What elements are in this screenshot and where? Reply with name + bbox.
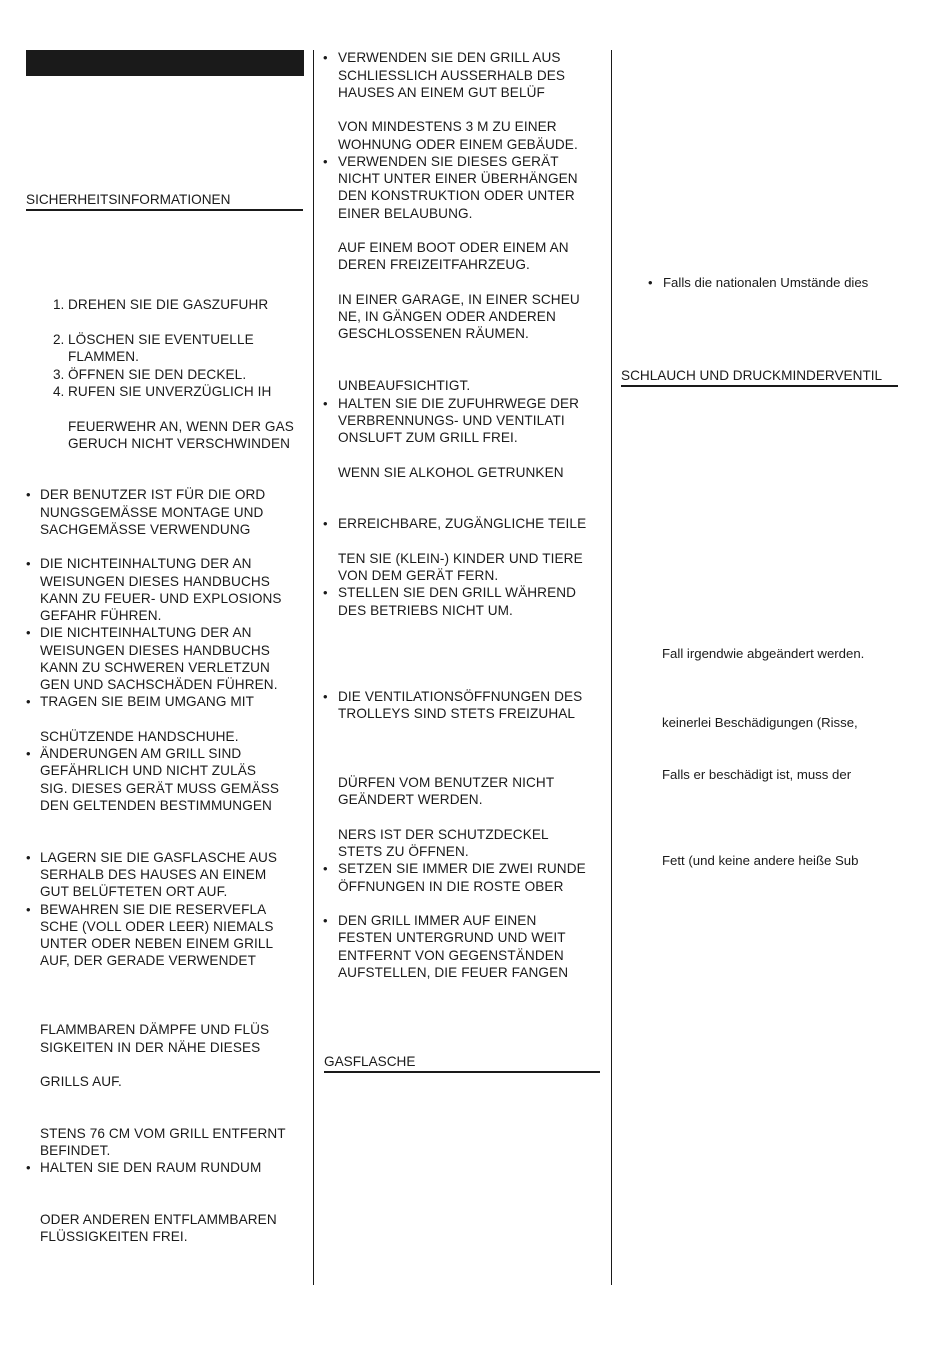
body-text-line: Fall irgendwie abgeändert werden. — [662, 646, 865, 661]
bullet-text: WENN SIE ALKOHOL GETRUNKEN — [338, 465, 564, 480]
bullet-text: AUF, DER GERADE VERWENDET — [40, 953, 257, 968]
bullet-text: DEN KONSTRUKTION ODER UNTER — [338, 188, 575, 203]
step-text: FEUERWEHR AN, WENN DER GAS — [68, 419, 294, 434]
bullet-text: TROLLEYS SIND STETS FREIZUHAL — [338, 706, 576, 721]
bullet-dot: • — [323, 154, 328, 169]
bullet-text: SIGKEITEN IN DER NÄHE DIESES — [40, 1040, 261, 1055]
bullet-text: AUF EINEM BOOT ODER EINEM AN — [338, 240, 569, 255]
body-text-line: keinerlei Beschädigungen (Risse, — [662, 715, 858, 730]
bullet-text: KANN ZU FEUER- UND EXPLOSIONS — [40, 591, 282, 606]
bullet-text: SCHE (VOLL ODER LEER) NIEMALS — [40, 919, 274, 934]
step-text: GERUCH NICHT VERSCHWINDEN — [68, 436, 291, 451]
header-black-bar — [26, 50, 304, 76]
bullet-dot: • — [26, 746, 31, 761]
bullet-text: NERS IST DER SCHUTZDECKEL — [338, 827, 549, 842]
bullet-dot: • — [26, 694, 31, 709]
bullet-text: VERWENDEN SIE DIESES GERÄT — [338, 154, 559, 169]
bullet-text: SETZEN SIE IMMER DIE ZWEI RUNDE — [338, 861, 586, 876]
bullet-text: UNBEAUFSICHTIGT. — [338, 378, 471, 393]
bullet-text: BEFINDET. — [40, 1143, 111, 1158]
bullet-text: STENS 76 CM VOM GRILL ENTFERNT — [40, 1126, 286, 1141]
bullet-text: VERBRENNUNGS- UND VENTILATI — [338, 413, 565, 428]
bullet-text: DÜRFEN VOM BENUTZER NICHT — [338, 775, 555, 790]
step-text: LÖSCHEN SIE EVENTUELLE — [68, 332, 254, 347]
bullet-text: FLAMMBAREN DÄMPFE UND FLÜS — [40, 1022, 270, 1037]
bullet-text: IN EINER GARAGE, IN EINER SCHEU — [338, 292, 580, 307]
column-2 — [310, 0, 610, 1300]
bullet-dot: • — [648, 275, 653, 290]
bullet-text: FESTEN UNTERGRUND UND WEIT — [338, 930, 566, 945]
step-text: DREHEN SIE DIE GASZUFUHR — [68, 297, 269, 312]
bullet-text: ENTFERNT VON GEGENSTÄNDEN — [338, 948, 564, 963]
bullet-text: NE, IN GÄNGEN ODER ANDEREN — [338, 309, 556, 324]
bullet-dot: • — [26, 1160, 31, 1175]
body-text-line: Fett (und keine andere heiße Sub — [662, 853, 859, 868]
bullet-text: SACHGEMÄSSE VERWENDUNG — [40, 522, 251, 537]
step-number: 1. — [53, 297, 65, 312]
bullet-text: NICHT UNTER EINER ÜBERHÄNGEN — [338, 171, 578, 186]
bullet-text: GRILLS AUF. — [40, 1074, 122, 1089]
bullet-text: SERHALB DES HAUSES AN EINEM — [40, 867, 267, 882]
section-heading-safety: SICHERHEITSINFORMATIONEN — [26, 191, 303, 211]
step-number: 4. — [53, 384, 65, 399]
bullet-text: GEN UND SACHSCHÄDEN FÜHREN. — [40, 677, 278, 692]
bullet-text: AUFSTELLEN, DIE FEUER FANGEN — [338, 965, 569, 980]
step-text: ÖFFNEN SIE DEN DECKEL. — [68, 367, 247, 382]
bullet-text: GEÄNDERT WERDEN. — [338, 792, 483, 807]
bullet-dot: • — [26, 850, 31, 865]
bullet-text: GEFÄHRLICH UND NICHT ZULÄS — [40, 763, 257, 778]
bullet-text: HALTEN SIE DIE ZUFUHRWEGE DER — [338, 396, 580, 411]
bullet-text: ÄNDERUNGEN AM GRILL SIND — [40, 746, 242, 761]
section-heading-gas-bottle: GASFLASCHE — [324, 1053, 600, 1073]
bullet-text: DEN GRILL IMMER AUF EINEN — [338, 913, 537, 928]
bullet-text: GEFAHR FÜHREN. — [40, 608, 162, 623]
bullet-text: TRAGEN SIE BEIM UMGANG MIT — [40, 694, 255, 709]
bullet-text: DIE VENTILATIONSÖFFNUNGEN DES — [338, 689, 583, 704]
bullet-text: WEISUNGEN DIESES HANDBUCHS — [40, 574, 270, 589]
bullet-dot: • — [26, 487, 31, 502]
bullet-text: BEWAHREN SIE DIE RESERVEFLA — [40, 902, 267, 917]
bullet-text: VON MINDESTENS 3 M ZU EINER — [338, 119, 557, 134]
bullet-dot: • — [323, 396, 328, 411]
bullet-text: VON DEM GERÄT FERN. — [338, 568, 499, 583]
bullet-text: DEREN FREIZEITFAHRZEUG. — [338, 257, 530, 272]
bullet-text: NUNGSGEMÄSSE MONTAGE UND — [40, 505, 264, 520]
bullet-dot: • — [26, 902, 31, 917]
bullet-text: GUT BELÜFTETEN ORT AUF. — [40, 884, 228, 899]
bullet-text: HAUSES AN EINEM GUT BELÜF — [338, 85, 545, 100]
bullet-text: ONSLUFT ZUM GRILL FREI. — [338, 430, 518, 445]
bullet-text: DES BETRIEBS NICHT UM. — [338, 603, 513, 618]
body-text-line: Falls er beschädigt ist, muss der — [662, 767, 852, 782]
bullet-text: DIE NICHTEINHALTUNG DER AN — [40, 556, 252, 571]
bullet-text: ERREICHBARE, ZUGÄNGLICHE TEILE — [338, 516, 587, 531]
bullet-text: KANN ZU SCHWEREN VERLETZUN — [40, 660, 270, 675]
bullet-dot: • — [26, 625, 31, 640]
step-text: RUFEN SIE UNVERZÜGLICH IH — [68, 384, 272, 399]
bullet-text: DER BENUTZER IST FÜR DIE ORD — [40, 487, 266, 502]
bullet-text: WEISUNGEN DIESES HANDBUCHS — [40, 643, 270, 658]
column-3 — [610, 0, 950, 1300]
bullet-dot: • — [26, 556, 31, 571]
section-heading-hose-regulator: SCHLAUCH UND DRUCKMINDERVENTIL — [621, 367, 898, 387]
bullet-text: FLÜSSIGKEITEN FREI. — [40, 1229, 188, 1244]
bullet-text: STELLEN SIE DEN GRILL WÄHREND — [338, 585, 577, 600]
bullet-text: Falls die nationalen Umstände dies — [663, 275, 869, 290]
bullet-text: WOHNUNG ODER EINEM GEBÄUDE. — [338, 137, 578, 152]
bullet-text: EINER BELAUBUNG. — [338, 206, 473, 221]
bullet-text: DEN GELTENDEN BESTIMMUNGEN — [40, 798, 272, 813]
bullet-text: ODER ANDEREN ENTFLAMMBAREN — [40, 1212, 277, 1227]
bullet-text: DIE NICHTEINHALTUNG DER AN — [40, 625, 252, 640]
bullet-text: TEN SIE (KLEIN-) KINDER UND TIERE — [338, 551, 583, 566]
bullet-text: HALTEN SIE DEN RAUM RUNDUM — [40, 1160, 262, 1175]
step-number: 3. — [53, 367, 65, 382]
bullet-text: GESCHLOSSENEN RÄUMEN. — [338, 326, 529, 341]
column-1 — [0, 0, 310, 1300]
bullet-dot: • — [323, 689, 328, 704]
bullet-dot: • — [323, 585, 328, 600]
bullet-text: SIG. DIESES GERÄT MUSS GEMÄSS — [40, 781, 280, 796]
bullet-dot: • — [323, 913, 328, 928]
bullet-text: ÖFFNUNGEN IN DIE ROSTE OBER — [338, 879, 564, 894]
bullet-dot: • — [323, 861, 328, 876]
step-number: 2. — [53, 332, 65, 347]
bullet-text: UNTER ODER NEBEN EINEM GRILL — [40, 936, 274, 951]
bullet-text: STETS ZU ÖFFNEN. — [338, 844, 469, 859]
bullet-text: LAGERN SIE DIE GASFLASCHE AUS — [40, 850, 278, 865]
bullet-text: SCHLIESSLICH AUSSERHALB DES — [338, 68, 566, 83]
step-text: FLAMMEN. — [68, 349, 140, 364]
bullet-dot: • — [323, 50, 328, 65]
bullet-dot: • — [323, 516, 328, 531]
bullet-text: VERWENDEN SIE DEN GRILL AUS — [338, 50, 561, 65]
bullet-text: SCHÜTZENDE HANDSCHUHE. — [40, 729, 239, 744]
